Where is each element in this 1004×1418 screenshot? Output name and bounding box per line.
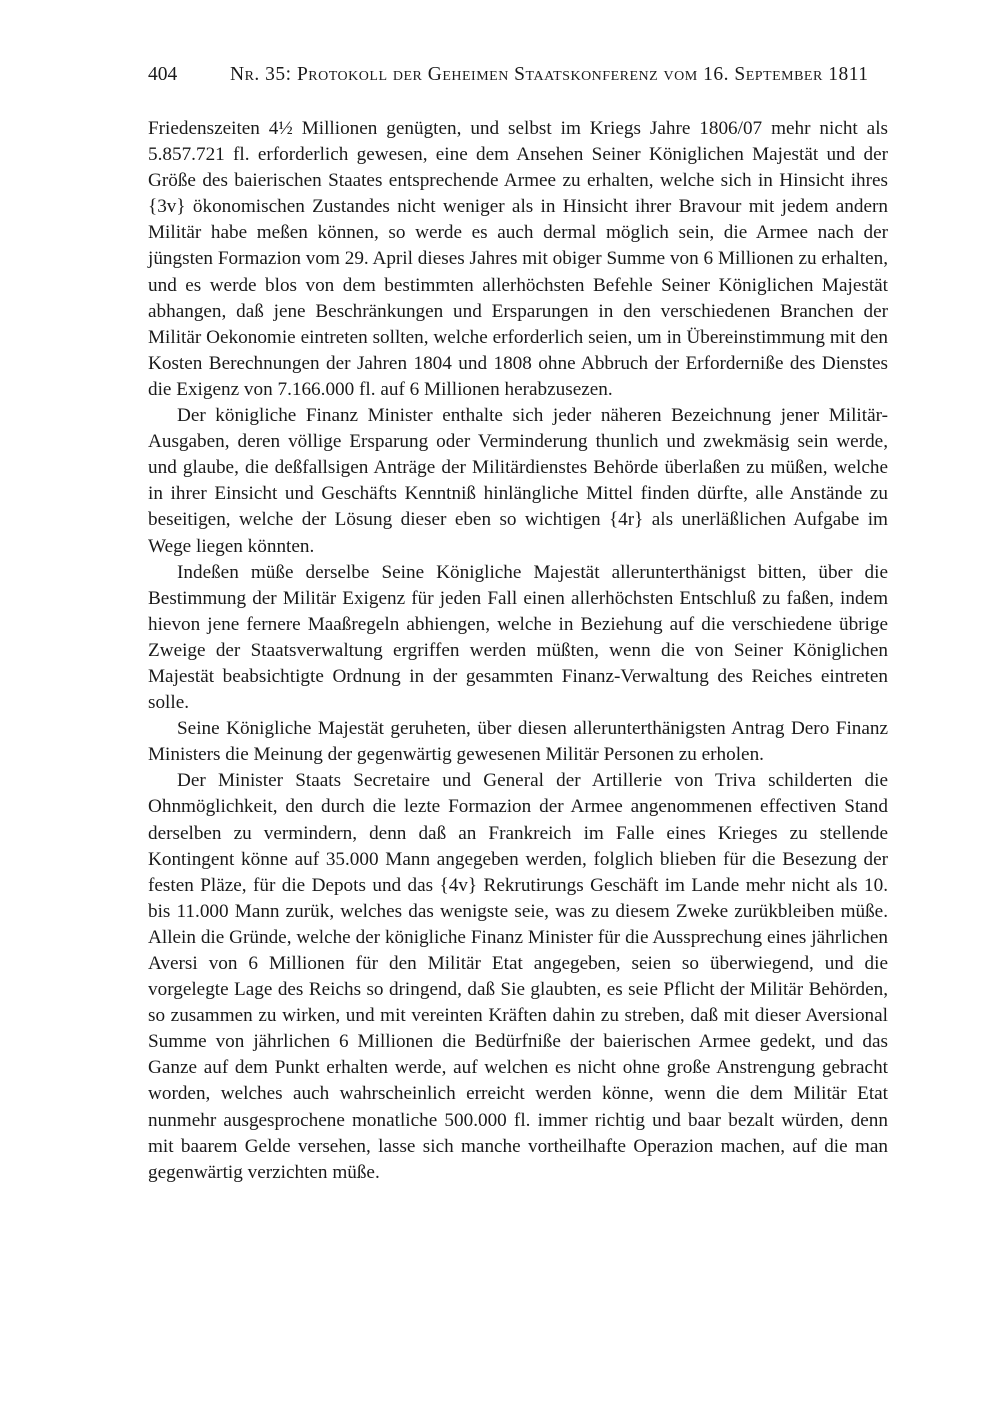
paragraph-4: Seine Königliche Majestät geruheten, über diesen allerunterthänigsten Antrag Dero Finanz Ministers die Meinung der gegenwärtig gewesenen Militär Personen zu erholen. — [148, 718, 888, 766]
paragraph-5: Der Minister Staats Secretaire und General der Artillerie von Triva schilderten die Ohnmöglichkeit, den durch die lezte Formazion der Armee angenommenen effectiven Stand derselben zu vermindern, denn daß an Frankreich im Falle eines Krieges zu stellende Kontingent könne auf 35.000 Mann angegeben werden, folglich blieben für die Besezung der festen Pläze, für die Depots und das {4v} Rekrutirungs Geschäft im Lande mehr nicht als 10. bis 11.000 Mann zurük, welches das wenigste seie, was zu diesem Zweke zurükbleiben müße. Allein die Gründe, welche der königliche Finanz Minister für die Aussprechung eines jährlichen Aversi von 6 Millionen für den Militär Etat angegeben, seien so überwiegend, und die vorgelegte Lage des Reichs so dringend, daß Sie glaubten, es seie Pflicht der Militär Behörden, so zusammen zu wirken, und mit vereinten Kräften dahin zu streben, daß mit dieser Aversional Summe von jährlichen 6 Millionen die Bedürfniße der baierischen Armee gedekt, und das Ganze auf dem Punkt erhalten werde, auf welchen es nicht ohne große Anstrengung gebracht worden, welches auch wahrscheinlich erreicht werden könne, wenn die dem Militär Etat nunmehr ausgesprochene monatliche 500.000 fl. immer richtig und baar bezalt würden, denn mit baarem Gelde versehen, lasse sich manche vortheilhafte Operazion machen, auf die man gegenwärtig verzichten müße. — [148, 770, 888, 1183]
running-header — [148, 64, 888, 94]
header-title: Nr. 35: Protokoll der Geheimen Staatskonferenz vom 16. September 1811 — [230, 64, 869, 85]
page-number: 404 — [148, 64, 178, 85]
document-page — [148, 64, 888, 1186]
body-text — [148, 116, 888, 1186]
paragraph-2: Der königliche Finanz Minister enthalte sich jeder näheren Bezeichnung jener Militär-Ausgaben, deren völlige Ersparung oder Verminderung thunlich und zwekmäsig sein werde, und glaube, die deßfallsigen Anträge der Militärdienstes Behörde überlaßen zu müßen, welche in ihrer Einsicht und Geschäfts Kenntniß hinlängliche Mittel finden dürfte, alle Anstände zu beseitigen, welche der Lösung dieser eben so wichtigen {4r} als unerläßlichen Aufgabe im Wege liegen könnten. — [148, 405, 888, 557]
paragraph-3: Indeßen müße derselbe Seine Königliche Majestät allerunterthänigst bitten, über die Bestimmung der Militär Exigenz für jeden Fall einen allerhöchsten Entschluß zu faßen, indem hievon jene fernere Maaßregeln abhiengen, welche in Beziehung auf die verschiedene übrige Zweige der Staatsverwaltung ergriffen werden müßten, wenn die von Seiner Königlichen Majestät beabsichtigte Ordnung in der gesammten Finanz-Verwaltung des Reiches eintreten solle. — [148, 561, 888, 714]
paragraph-1: Friedenszeiten 4½ Millionen genügten, und selbst im Kriegs Jahre 1806/07 mehr nicht als 5.857.721 fl. erforderlich gewesen, eine dem Ansehen Seiner Königlichen Majestät und der Größe des baierischen Staates entsprechende Armee zu erhalten, welche sich in Hinsicht ihres {3v} ökonomischen Zustandes nicht weniger als in Hinsicht ihrer Bravour mit jedem andern Militär habe meßen können, so werde es auch dermal möglich sein, die Armee nach der jüngsten Formazion vom 29. April dieses Jahres mit obiger Summe von 6 Millionen zu erhalten, und es werde blos von dem bestimmten allerhöchsten Befehle Seiner Königlichen Majestät abhangen, daß jene Beschränkungen und Ersparungen in den verschiedenen Branchen der Militär Oekonomie eintreten sollten, welche erforderlich seien, um in Übereinstimmung mit den Kosten Berechnungen der Jahren 1804 und 1808 ohne Abbruch der Erforderniße des Dienstes die Exigenz von 7.166.000 fl. auf 6 Millionen herabzusezen. — [148, 118, 888, 400]
